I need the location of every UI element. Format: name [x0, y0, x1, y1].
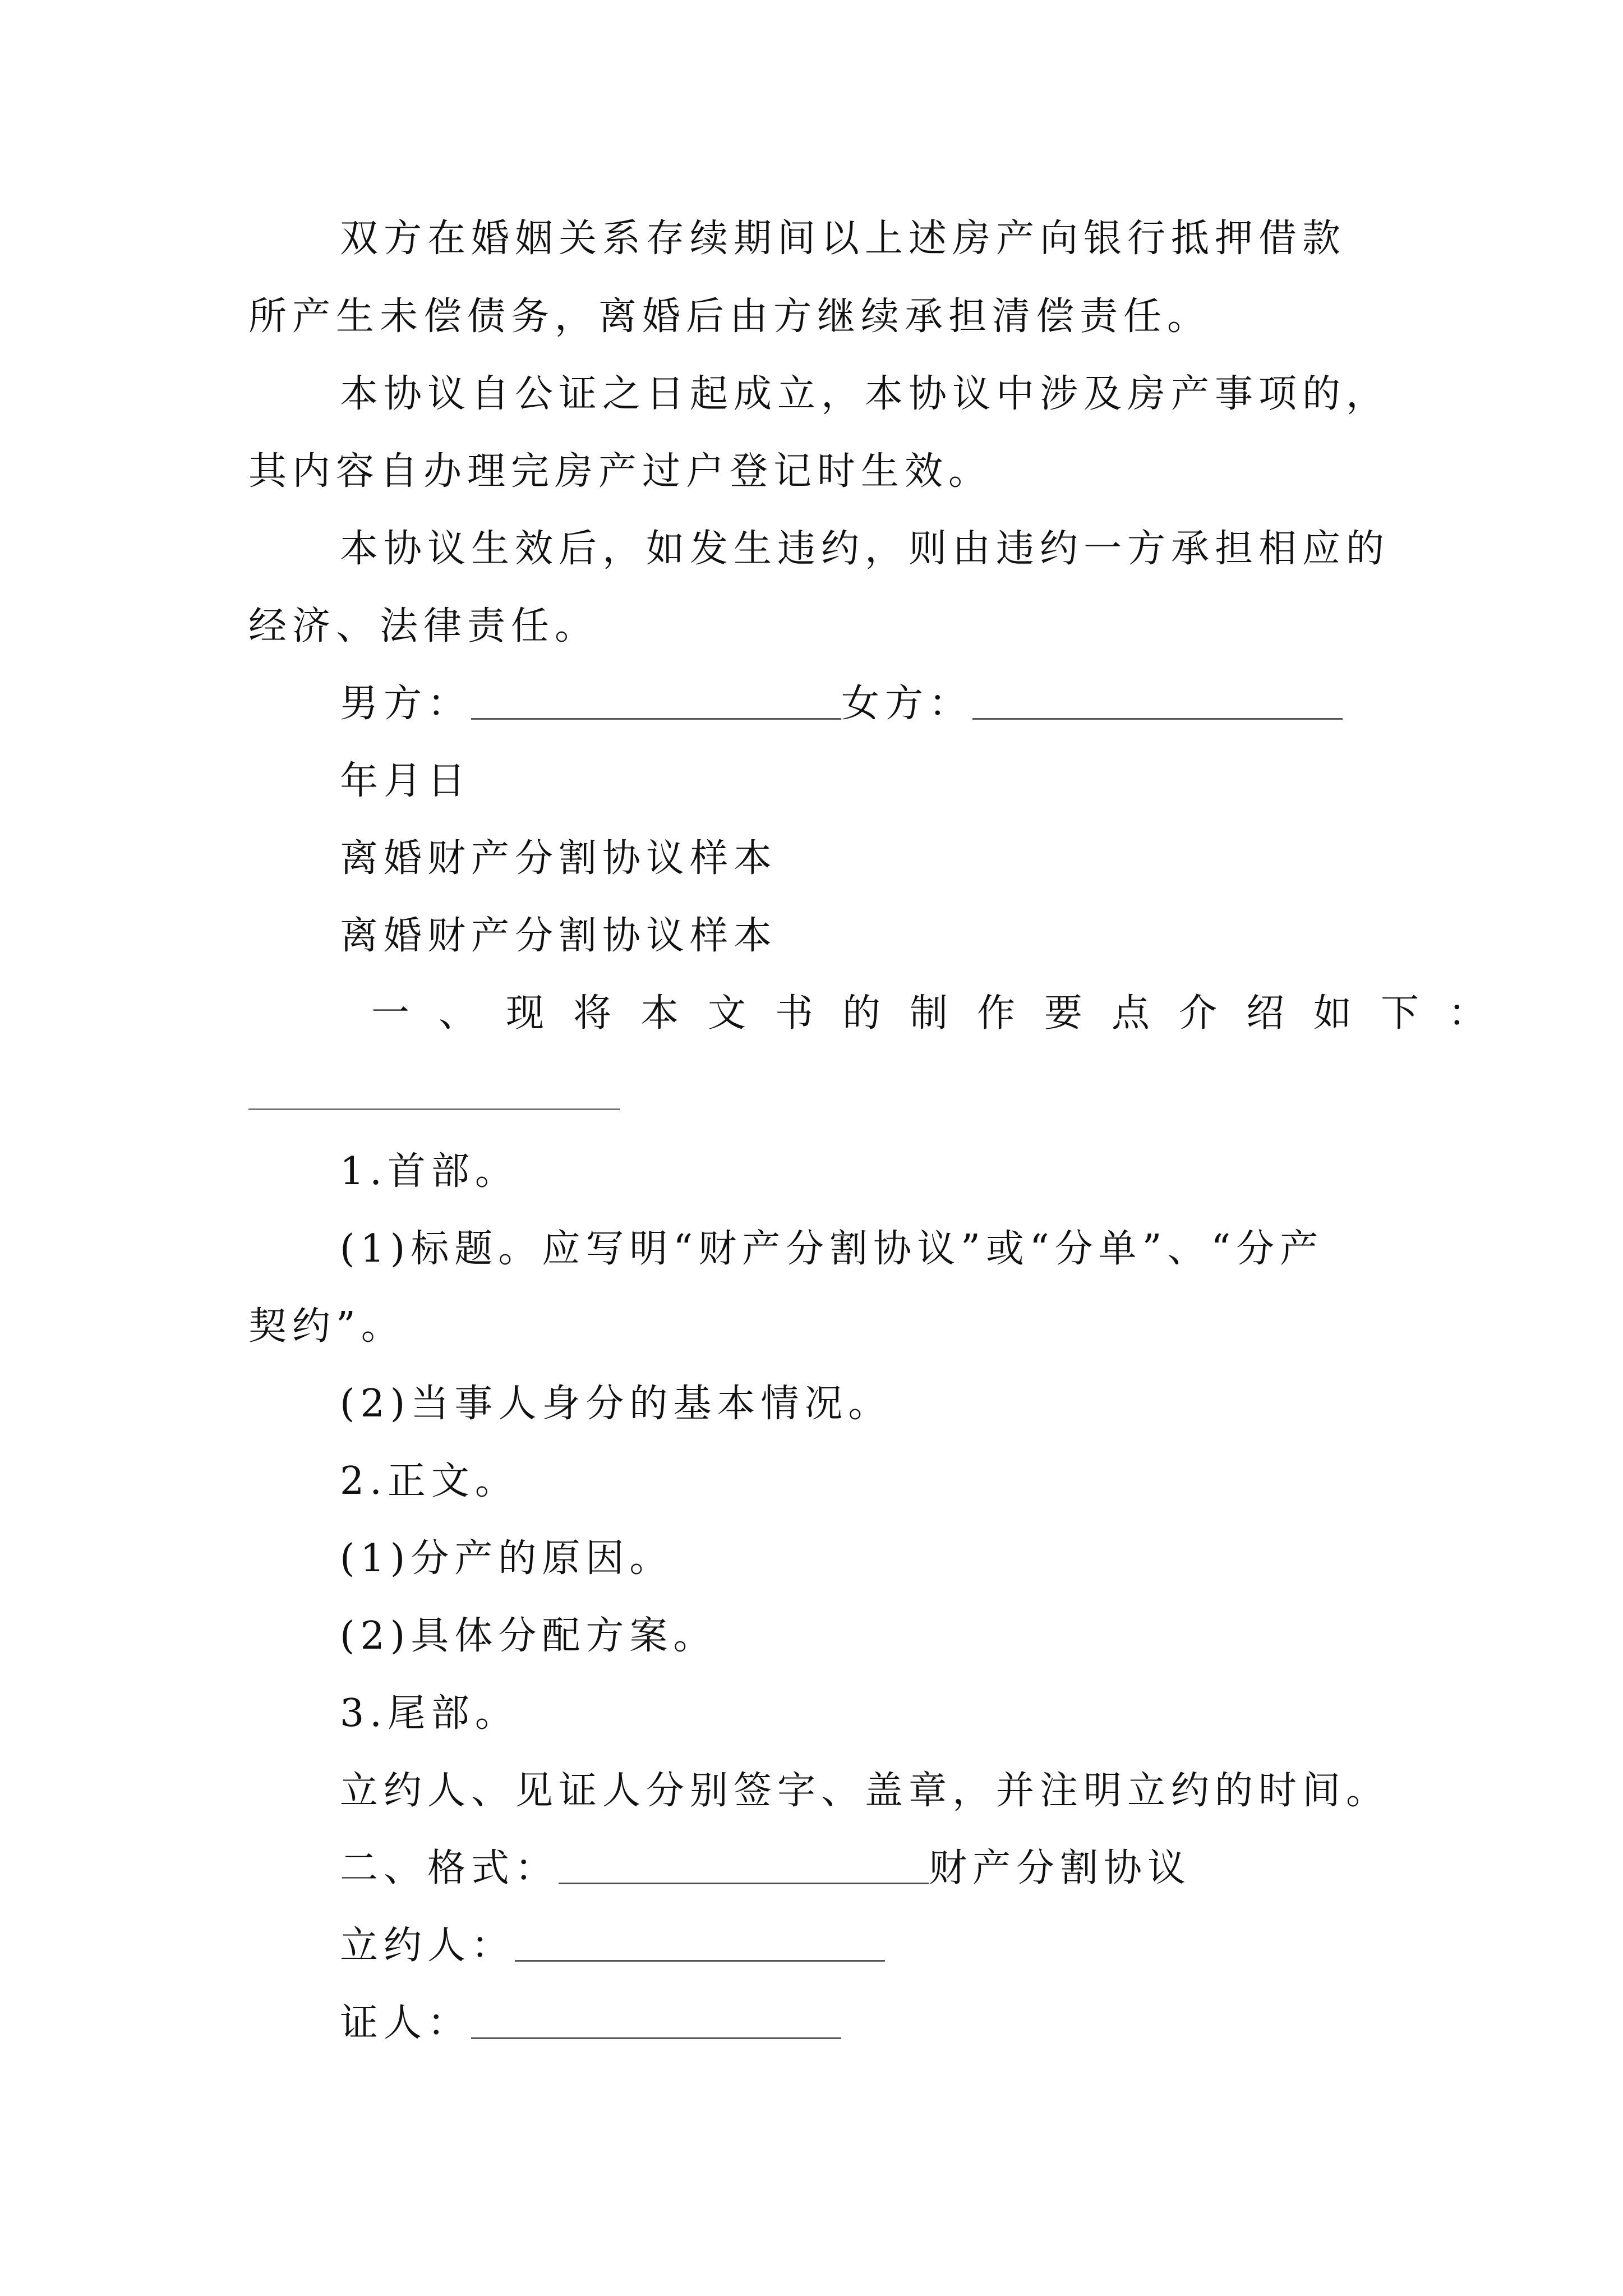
section-1-heading: 1.首部。 — [340, 1149, 519, 1194]
document-title-2: 离婚财产分割协议样本 — [340, 914, 778, 958]
format-suffix: 财产分割协议 — [929, 1846, 1192, 1890]
section-2-item-1: (1)分产的原因。 — [340, 1536, 674, 1581]
format-blank — [559, 1849, 929, 1884]
female-label: 女方： — [841, 682, 973, 726]
paragraph-debt-line-1: 双方在婚姻关系存续期间以上述房产向银行抵押借款 — [340, 217, 1347, 261]
format-label: 二、格式： — [340, 1846, 559, 1890]
paragraph-debt-line-2: 所产生未偿债务，离婚后由方继续承担清偿责任。 — [248, 295, 1211, 339]
format-line — [340, 1842, 1191, 1895]
party-label: 立约人： — [340, 1924, 515, 1968]
date-line: 年月日 — [340, 759, 472, 803]
paragraph-breach-line-2: 经济、法律责任。 — [248, 604, 599, 648]
male-signature-blank — [471, 684, 841, 720]
paragraph-effect-line-1: 本协议自公证之日起成立，本协议中涉及房产事项的， — [340, 372, 1390, 416]
section-2-heading: 2.正文。 — [340, 1459, 519, 1503]
paragraph-breach-line-1: 本协议生效后，如发生违约，则由违约一方承担相应的 — [340, 527, 1390, 571]
party-line — [340, 1919, 885, 1973]
document-title-1: 离婚财产分割协议样本 — [340, 836, 778, 881]
intro-heading: 一、现将本文书的制作要点介绍如下： — [371, 991, 1516, 1036]
male-label: 男方： — [340, 682, 472, 726]
witness-label: 证人： — [340, 2001, 472, 2045]
section-1-item-1-line-2: 契约”。 — [248, 1304, 405, 1349]
section-1-item-1-line-1: (1)标题。应写明“财产分割协议”或“分单”、“分产 — [340, 1227, 1324, 1271]
witness-line — [340, 1996, 841, 2050]
section-3-heading: 3.尾部。 — [340, 1691, 519, 1736]
witness-blank — [471, 2004, 841, 2039]
paragraph-effect-line-2: 其内容自办理完房产过户登记时生效。 — [248, 449, 993, 494]
section-1-item-2: (2)当事人身分的基本情况。 — [340, 1382, 892, 1426]
section-2-item-2: (2)具体分配方案。 — [340, 1614, 717, 1658]
section-3-text: 立约人、见证人分别签字、盖章，并注明立约的时间。 — [340, 1769, 1390, 1813]
party-blank — [515, 1926, 885, 1962]
signature-line — [340, 677, 1343, 731]
section-divider — [248, 1108, 620, 1110]
female-signature-blank — [972, 684, 1343, 720]
